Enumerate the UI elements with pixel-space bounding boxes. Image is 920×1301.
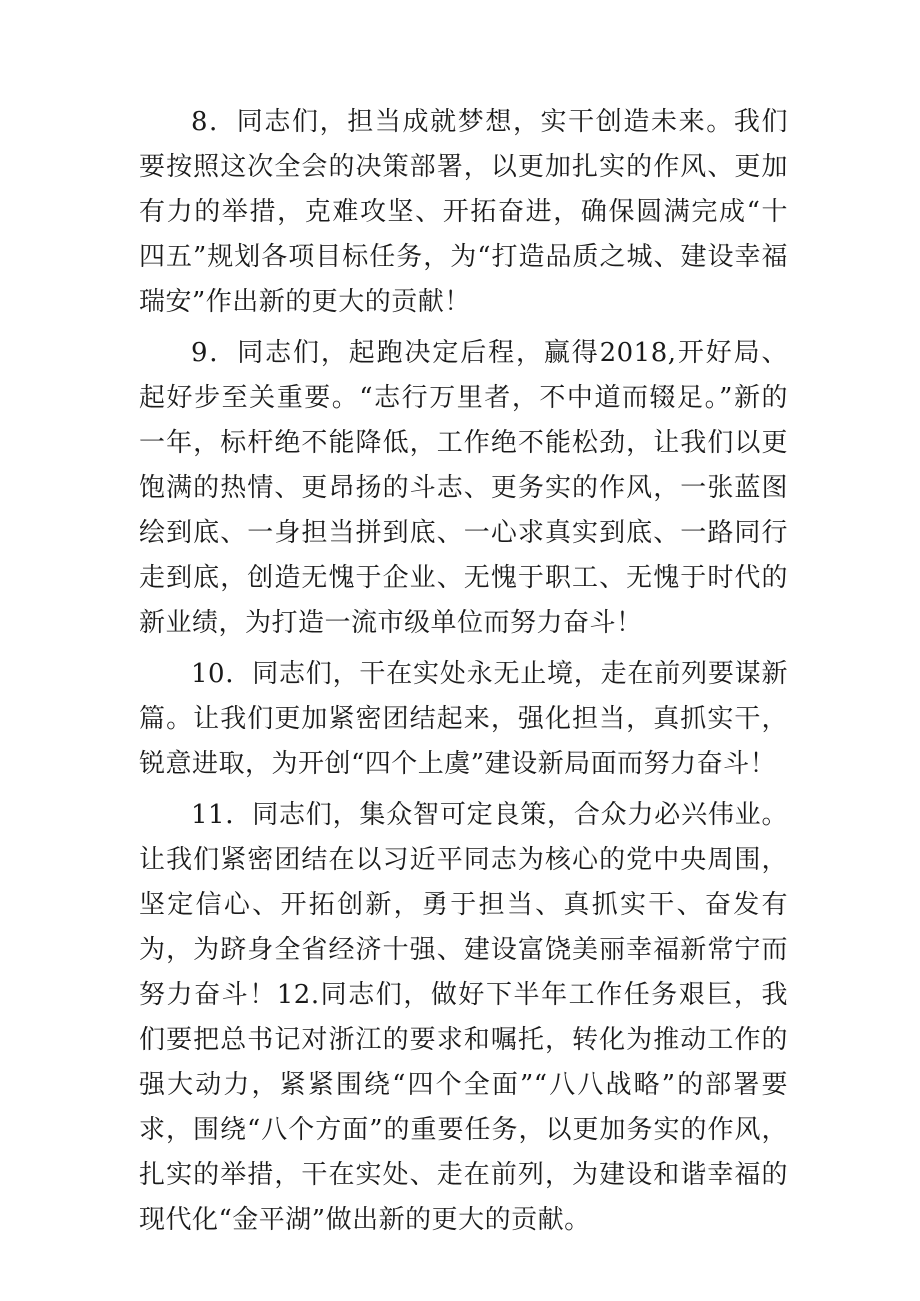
paragraph-10: 10．同志们，干在实处永无止境，走在前列要谋新篇。让我们更加紧密团结起来，强化担当，真抓实干，锐意进取，为开创“四个上虞”建设新局面而努力奋斗！ [139,659,788,779]
paragraph-8: 8．同志们，担当成就梦想，实干创造未来。我们要按照这次全会的决策部署，以更加扎实的作风、更加有力的举措，克难攻坚、开拓奋进，确保圆满完成“十四五”规划各项目标任务，为“打造品质之城、建设幸福瑞安”作出新的更大的贡献！ [139,107,788,317]
paragraph-11: 11．同志们，集众智可定良策，合众力必兴伟业。让我们紧密团结在以习近平同志为核心的党中央周围，坚定信心、开拓创新，勇于担当、真抓实干、奋发有为，为跻身全省经济十强、建设富饶美丽幸福新常宁而努力奋斗！12.同志们，做好下半年工作任务艰巨，我们要把总书记对浙江的要求和嘱托，转化为推动工作的强大动力，紧紧围绕“四个全面”“八八战略”的部署要求，围绕“八个方面”的重要任务，以更加务实的作风，扎实的举措，干在实处、走在前列，为建设和谐幸福的现代化“金平湖”做出新的更大的贡献。 [139,800,788,1235]
document-body [139,100,788,1243]
paragraph-9: 9．同志们，起跑决定后程，赢得2018,开好局、起好步至关重要。“志行万里者，不中道而辍足。”新的一年，标杆绝不能降低，工作绝不能松劲，让我们以更饱满的热情、更昂扬的斗志、更务实的作风，一张蓝图绘到底、一身担当拼到底、一心求真实到底、一路同行走到底，创造无愧于企业、无愧于职工、无愧于时代的新业绩，为打造一流市级单位而努力奋斗！ [139,338,788,638]
